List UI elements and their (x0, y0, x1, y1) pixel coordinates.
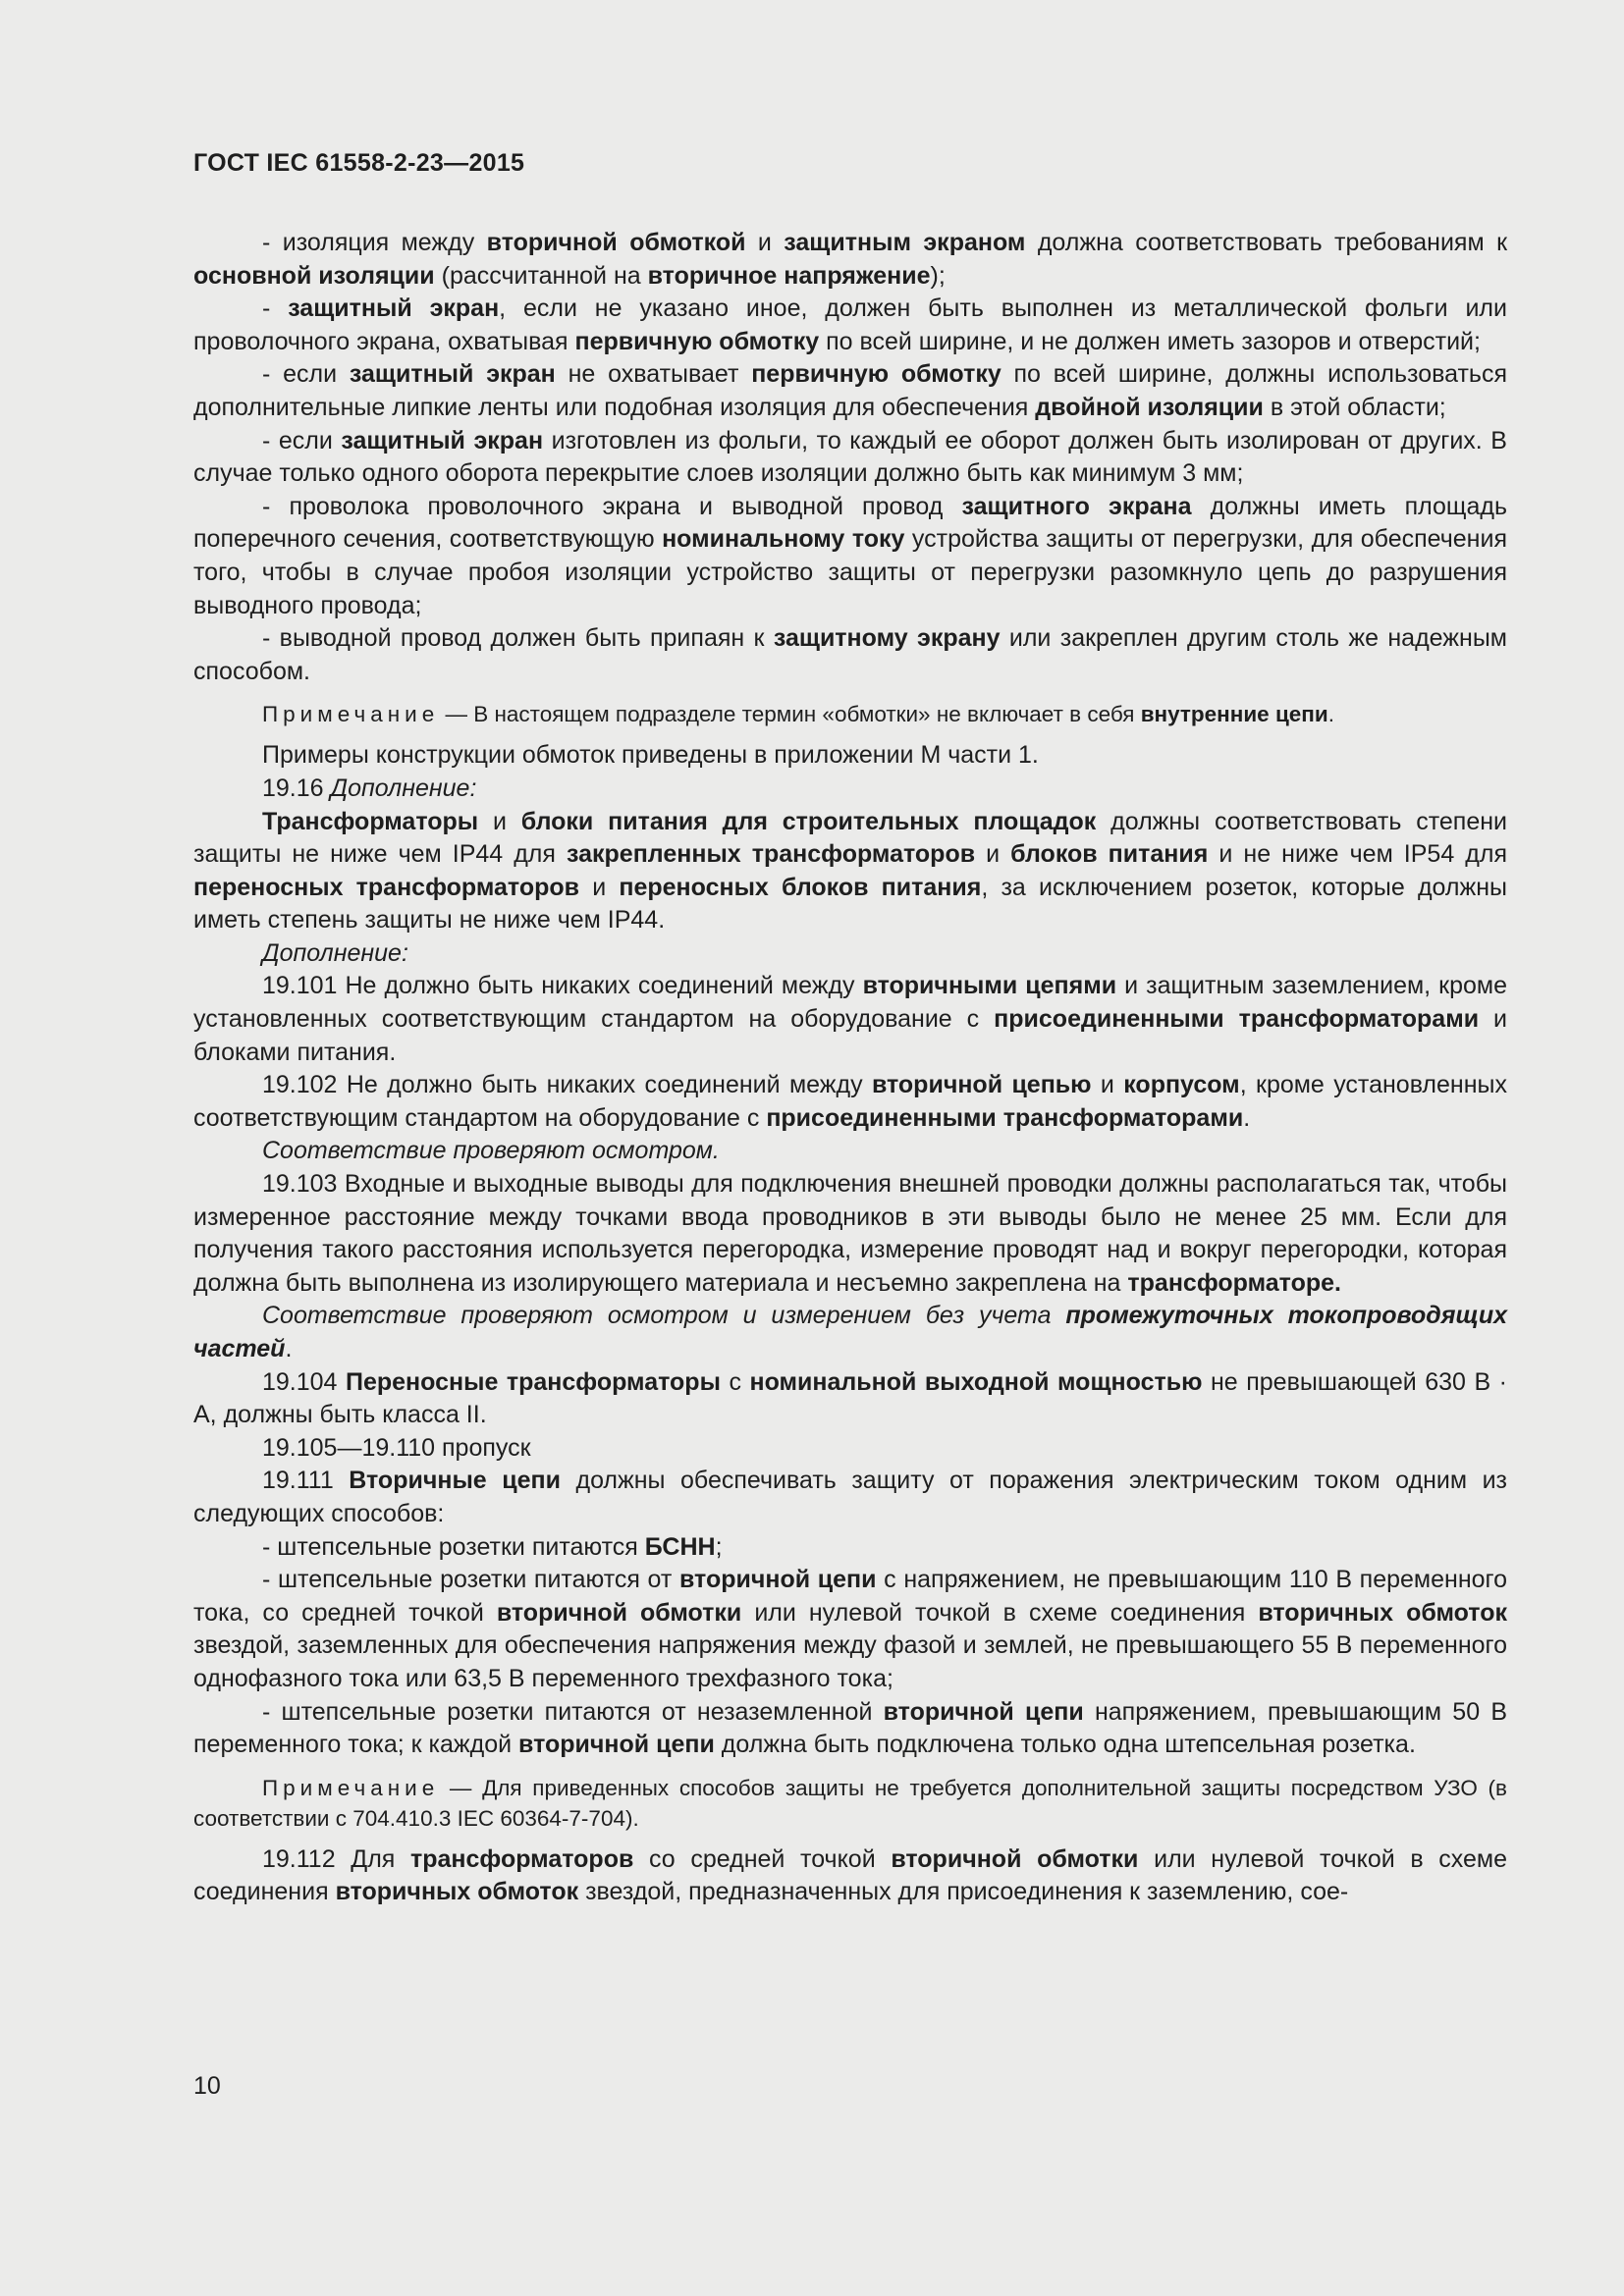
text-run: ; (715, 1532, 723, 1561)
text-run: трансформаторов (410, 1844, 634, 1873)
text-run: . (1243, 1103, 1251, 1132)
text-run: - штепсельные розетки питаются от незаземленной (262, 1697, 884, 1726)
text-run: Примечание (262, 702, 440, 727)
addition-label (193, 937, 1507, 971)
text-run: по всей ширине, и не должен иметь зазоров и отверстий; (819, 327, 1481, 355)
text-run: вторичными цепями (862, 972, 1117, 1000)
text-run: 19.104 (262, 1367, 346, 1396)
text-run: блоков питания (1010, 840, 1209, 869)
text-run: 19.16 (262, 774, 331, 802)
note-paragraph (193, 1773, 1507, 1834)
text-run: Вторичные цепи (349, 1467, 561, 1495)
text-run: должна быть подключена только одна штепсельная розетка. (714, 1731, 1416, 1759)
text-run: должны соответствовать степени защиты не ниже чем IP44 для (193, 807, 1508, 869)
text-run: - проволока проволочного экрана и выводной провод (262, 492, 962, 520)
paragraph (193, 1843, 1507, 1909)
text-run: - изоляция между (262, 229, 487, 256)
text-run: Переносные трансформаторы (346, 1367, 721, 1396)
section-heading (193, 773, 1507, 806)
text-run: первичную обмотку (574, 327, 820, 355)
text-run: Трансформаторы (262, 807, 479, 835)
text-run: - штепсельные розетки питаются от (262, 1566, 680, 1594)
text-run: вторичное напряжение (647, 261, 931, 290)
text-run: Соответствие проверяют осмотром. (262, 1137, 720, 1165)
text-run: с (720, 1367, 750, 1396)
text-run: Соответствие проверяют осмотром и измерением без учета (262, 1302, 1066, 1330)
text-run: вторичных обмоток (335, 1878, 579, 1906)
text-run: . (285, 1335, 293, 1362)
text-run: Дополнение: (262, 938, 408, 967)
text-run: - выводной провод должен быть припаян к (262, 624, 774, 653)
document-header: ГОСТ IEC 61558-2-23—2015 (193, 149, 525, 177)
text-run: . (1327, 702, 1334, 727)
text-run: блоки питания для строительных площадок (520, 807, 1097, 835)
text-run: Примеры конструкции обмоток приведены в приложении M части 1. (262, 741, 1039, 770)
text-run: не охватывает (555, 360, 752, 389)
text-run: двойной изоляции (1035, 393, 1264, 421)
text-run: вторичных обмоток (1258, 1598, 1507, 1627)
text-run: - если (262, 360, 350, 389)
text-run: и блоками питания. (193, 1005, 1508, 1066)
text-run: звездой, заземленных для обеспечения напряжения между фазой и землей, не превышающего 55 В переменного однофазного тока или 63,5 В переменного трехфазного тока; (193, 1631, 1507, 1692)
document-body (193, 227, 1507, 1909)
text-run: - (262, 294, 289, 323)
text-run: корпусом (1123, 1071, 1240, 1099)
paragraph (193, 1168, 1507, 1300)
paragraph (193, 491, 1507, 622)
text-run: - штепсельные розетки питаются (262, 1532, 645, 1561)
text-run: защитному экрану (773, 624, 1001, 653)
text-run: , за исключением розеток, которые должны иметь степень защиты не ниже чем IP44. (193, 873, 1507, 934)
text-run: 19.105—19.110 пропуск (262, 1433, 531, 1462)
text-run: и (1091, 1071, 1124, 1099)
text-run: или нулевой точкой в схеме соединения (741, 1598, 1259, 1627)
text-run: защитный экран (341, 426, 544, 454)
paragraph (193, 739, 1507, 773)
paragraph (193, 1432, 1507, 1466)
paragraph (193, 293, 1507, 358)
text-run: внутренние цепи (1140, 702, 1328, 727)
text-run: — В настоящем подразделе термин «обмотки» не включает в себя (439, 702, 1141, 727)
text-run: номинальной выходной мощностью (749, 1367, 1203, 1396)
paragraph (193, 1465, 1507, 1530)
text-run: вторичной цепи (883, 1697, 1084, 1726)
text-run: напряжением, превышающим 50 В переменного тока; к каждой (193, 1697, 1507, 1759)
text-run: должна соответствовать требованиям к (1025, 229, 1508, 256)
text-run: и (579, 873, 620, 901)
text-run: и не ниже чем IP54 для (1208, 840, 1507, 869)
text-run: БСНН (644, 1532, 716, 1561)
text-run: не превышающей 630 В · А, должны быть класса II. (193, 1367, 1507, 1429)
text-run: вторичной цепи (679, 1566, 877, 1594)
text-run: первичную обмотку (751, 360, 1001, 389)
text-run: по всей ширине, должны использоваться дополнительные липкие ленты или подобная изоляция для обеспечения (193, 360, 1507, 421)
text-run: должны иметь площадь поперечного сечения, соответствующую (193, 492, 1507, 554)
note-paragraph (193, 699, 1507, 729)
text-run: защитного экрана (961, 492, 1192, 520)
text-run: , кроме установленных соответствующим стандартом на оборудование с (193, 1071, 1507, 1132)
text-run: Примечание (262, 1775, 440, 1800)
paragraph (193, 1696, 1507, 1762)
text-run: Дополнение: (330, 774, 477, 802)
text-run: или нулевой точкой в схеме соединения (193, 1844, 1508, 1906)
text-run: вторичной обмоткой (486, 229, 746, 256)
text-run: промежуточных токопроводящих частей (193, 1302, 1507, 1362)
paragraph (193, 1531, 1507, 1565)
text-run: защитным экраном (784, 229, 1026, 256)
text-run: защитный экран (349, 360, 556, 389)
text-run: 19.102 Не должно быть никаких соединений между (262, 1071, 872, 1099)
text-run: вторичной цепи (518, 1731, 715, 1759)
paragraph (193, 1564, 1507, 1695)
paragraph (193, 806, 1507, 937)
text-run: 19.111 (262, 1467, 350, 1495)
text-run: должны обеспечивать защиту от поражения электрическим током одним из следующих способов: (193, 1467, 1508, 1527)
paragraph (193, 425, 1507, 491)
text-run: вторичной обмотки (891, 1844, 1139, 1873)
text-run: или закреплен другим столь же надежным способом. (193, 624, 1507, 685)
text-run: со средней точкой (633, 1844, 892, 1873)
text-run: закрепленных трансформаторов (567, 840, 976, 869)
paragraph (193, 622, 1507, 688)
text-run: — Для приведенных способов защиты не требуется дополнительной защиты посредством УЗО (в соответствии с 704.410.3 IEC 60364-7-704). (193, 1775, 1507, 1831)
text-run: с напряжением, не превышающим 110 В переменного тока, со средней точкой (193, 1566, 1507, 1627)
paragraph (193, 1366, 1507, 1432)
text-run: переносных трансформаторов (193, 873, 580, 901)
compliance-check (193, 1135, 1507, 1168)
text-run: и (975, 840, 1011, 869)
paragraph (193, 1069, 1507, 1135)
text-run: изготовлен из фольги, то каждый ее оборот должен быть изолирован от других. В случае только одного оборота перекрытие слоев изоляции должно быть как минимум 3 мм; (193, 426, 1507, 488)
text-run: 19.101 Не должно быть никаких соединений между (262, 972, 863, 1000)
text-run: вторичной обмотки (496, 1598, 742, 1627)
text-run: 19.103 Входные и выходные выводы для подключения внешней проводки должны располагаться так, чтобы измеренное расстояние между точками ввода проводников в эти выводы было не менее 25 мм. Если для получения такого расстояния используется перегородка, измерение проводят над и вокруг перегородки, которая должна быть выполнена из изолирующего материала и несъемно закреплена на (193, 1170, 1507, 1297)
text-run: основной изоляции (193, 261, 435, 290)
text-run: звездой, предназначенных для присоединения к заземлению, сое- (578, 1878, 1349, 1906)
text-run: ); (930, 261, 946, 290)
text-run: в этой области; (1263, 393, 1446, 421)
text-run: вторичной цепью (871, 1071, 1092, 1099)
paragraph (193, 970, 1507, 1069)
text-run: , если не указано иное, должен быть выполнен из металлической фольги или проволочного экрана, охватывая (193, 294, 1507, 355)
paragraph (193, 227, 1507, 293)
text-run: и защитным заземлением, кроме установленных соответствующим стандартом на оборудование с (193, 972, 1507, 1034)
text-run: трансформаторе. (1127, 1268, 1341, 1297)
text-run: (рассчитанной на (434, 261, 648, 290)
text-run: устройства защиты от перегрузки, для обеспечения того, чтобы в случае пробоя изоляции устройство защиты от перегрузки разомкнуло цепь до разрушения выводного провода; (193, 525, 1507, 619)
text-run: и (478, 807, 521, 835)
text-run: и (745, 229, 785, 256)
text-run: - если (262, 426, 342, 454)
compliance-check (193, 1300, 1507, 1365)
page-number: 10 (193, 2072, 221, 2100)
text-run: номинальному току (662, 525, 905, 554)
paragraph (193, 358, 1507, 424)
text-run: присоединенными трансформаторами (766, 1103, 1244, 1132)
text-run: защитный экран (288, 294, 500, 323)
text-run: присоединенными трансформаторами (994, 1005, 1480, 1034)
text-run: 19.112 Для (262, 1844, 410, 1873)
text-run: переносных блоков питания (619, 873, 982, 901)
